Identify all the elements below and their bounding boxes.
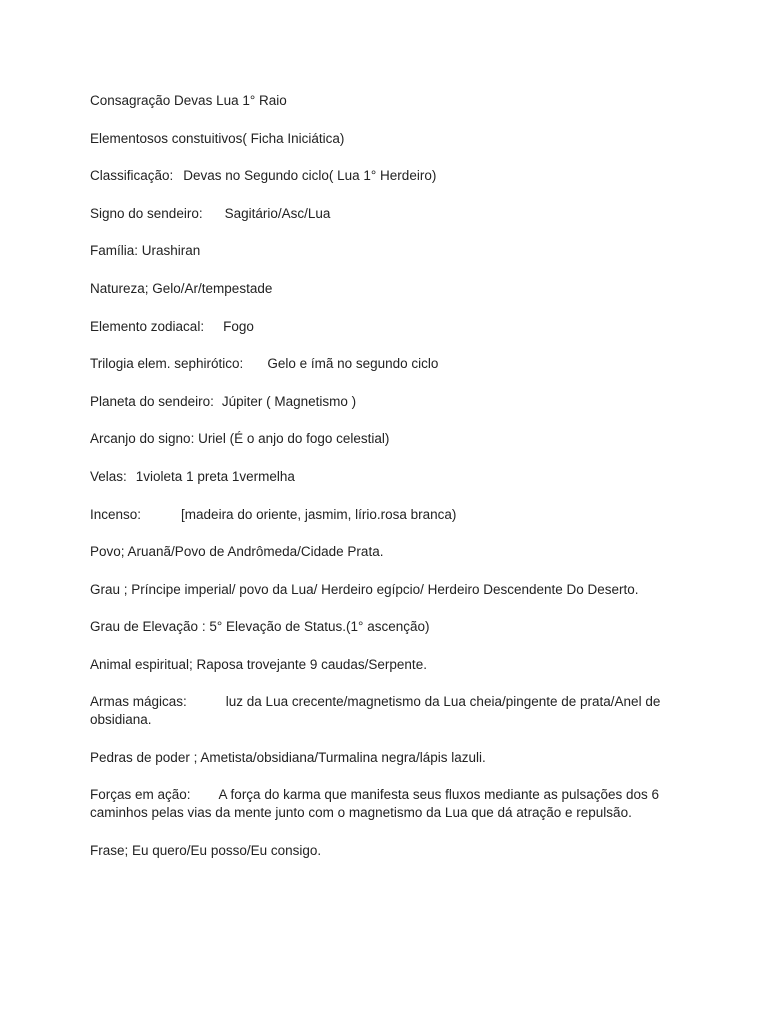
power-stones-line [90,748,690,767]
planet-value: Júpiter ( Magnetismo ) [221,393,357,409]
trilogy-value: Gelo e ímã no segundo ciclo [267,356,439,372]
forces-label: Forças em ação: [90,786,191,802]
planet-line [90,392,690,411]
candles-label: Velas: [90,468,127,484]
candles-value: 1violeta 1 preta 1vermelha [135,468,295,484]
subtitle-line [90,129,690,148]
sign-value: Sagitário/Asc/Lua [224,205,331,221]
magic-weapons-line [90,693,690,730]
elevation-text: Grau de Elevação : 5° Elevação de Status.(1° ascenção) [90,619,430,635]
degree-line [90,580,690,599]
forces-value: A força do karma que manifesta seus fluxos mediante as pulsações dos 6 caminhos pelas vias da mente junto com o magnetismo da Lua que dá atração e repulsão. [90,786,663,821]
archangel-text: Arcanjo do signo: Uriel (É o anjo do fogo celestial) [90,431,390,447]
forces-line [90,786,690,823]
classification-line [90,166,690,185]
phrase-line [90,841,690,860]
archangel-line [90,429,690,448]
trilogy-label: Trilogia elem. sephirótico: [90,356,244,372]
magic-weapons-value: luz da Lua crecente/magnetismo da Lua cheia/pingente de prata/Anel de obsidiana. [90,693,665,727]
people-text: Povo; Aruanã/Povo de Andrômeda/Cidade Prata. [90,544,384,560]
incense-label: Incenso: [90,506,142,522]
candles-line [90,467,690,486]
elevation-line [90,617,690,636]
zodiac-element-label: Elemento zodiacal: [90,318,205,334]
magic-weapons-label: Armas mágicas: [90,693,187,709]
sign-line [90,204,690,223]
subtitle-text: Elementosos constuitivos( Ficha Iniciática) [90,130,345,146]
title-line [90,91,690,110]
classification-value: Devas no Segundo ciclo( Lua 1° Herdeiro) [183,168,437,184]
spirit-animal-text: Animal espiritual; Raposa trovejante 9 caudas/Serpente. [90,656,427,672]
nature-line [90,279,690,298]
document-page [90,91,690,879]
family-line [90,241,690,260]
degree-text: Grau ; Príncipe imperial/ povo da Lua/ Herdeiro egípcio/ Herdeiro Descendente Do Deserto. [90,581,639,597]
nature-text: Natureza; Gelo/Ar/tempestade [90,280,273,296]
planet-label: Planeta do sendeiro: [90,393,214,409]
trilogy-line [90,354,690,373]
zodiac-element-line [90,317,690,336]
zodiac-element-value: Fogo [223,318,254,334]
family-text: Família: Urashiran [90,243,201,259]
incense-value: [madeira do oriente, jasmim, lírio.rosa branca) [181,506,457,522]
title-text: Consagração Devas Lua 1° Raio [90,93,287,108]
sign-label: Signo do sendeiro: [90,205,203,221]
power-stones-text: Pedras de poder ; Ametista/obsidiana/Turmalina negra/lápis lazuli. [90,750,486,766]
phrase-text: Frase; Eu quero/Eu posso/Eu consigo. [90,843,322,859]
spirit-animal-line [90,655,690,674]
classification-label: Classificação: [90,168,174,184]
people-line [90,542,690,561]
incense-line [90,505,690,524]
